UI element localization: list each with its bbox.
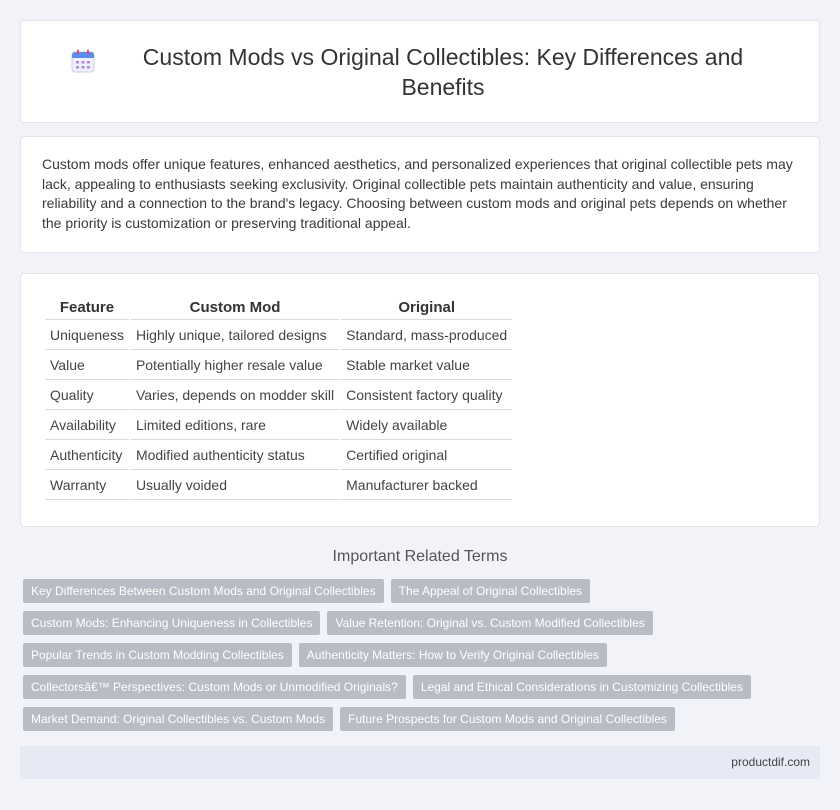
table-cell: Modified authenticity status: [131, 440, 339, 470]
page-title: Custom Mods vs Original Collectibles: Key Differences and Benefits: [142, 43, 744, 100]
footer-site-link[interactable]: productdif.com: [731, 755, 810, 769]
related-term-link[interactable]: Collectorsâ€™ Perspectives: Custom Mods or Unmodified Originals?: [23, 675, 406, 699]
related-term-link[interactable]: Authenticity Matters: How to Verify Original Collectibles: [299, 643, 607, 667]
table-cell: Widely available: [341, 410, 512, 440]
comparison-table: [43, 296, 514, 500]
table-row: [45, 470, 512, 500]
table-cell: Usually voided: [131, 470, 339, 500]
table-header-row: [45, 296, 512, 320]
table-cell: Certified original: [341, 440, 512, 470]
table-row: [45, 440, 512, 470]
table-cell: Quality: [45, 380, 129, 410]
related-term-link[interactable]: Legal and Ethical Considerations in Customizing Collectibles: [413, 675, 751, 699]
tag-row: [23, 611, 823, 635]
intro-text: Custom mods offer unique features, enhanced aesthetics, and personalized experiences that original collectible pets may lack, appealing to enthusiasts seeking exclusivity. Original collectible pets maintain authenticity and value, ensuring reliability and a connection to the brand's legacy. Choosing between custom mods and original pets depends on whether the priority is customization or preserving traditional appeal.: [42, 156, 793, 231]
tag-row: [23, 579, 823, 603]
related-term-link[interactable]: Value Retention: Original vs. Custom Modified Collectibles: [327, 611, 652, 635]
table-row: [45, 320, 512, 350]
calendar-icon: [70, 48, 96, 74]
table-cell: Manufacturer backed: [341, 470, 512, 500]
footer: [20, 746, 820, 779]
table-cell: Standard, mass-produced: [341, 320, 512, 350]
column-header-original: Original: [341, 296, 512, 320]
related-term-link[interactable]: Future Prospects for Custom Mods and Original Collectibles: [340, 707, 675, 731]
related-term-link[interactable]: The Appeal of Original Collectibles: [391, 579, 590, 603]
table-cell: Highly unique, tailored designs: [131, 320, 339, 350]
table-cell: Limited editions, rare: [131, 410, 339, 440]
table-cell: Availability: [45, 410, 129, 440]
table-cell: Potentially higher resale value: [131, 350, 339, 380]
table-cell: Value: [45, 350, 129, 380]
related-term-link[interactable]: Key Differences Between Custom Mods and Original Collectibles: [23, 579, 384, 603]
related-term-link[interactable]: Popular Trends in Custom Modding Collectibles: [23, 643, 292, 667]
table-row: [45, 410, 512, 440]
table-cell: Warranty: [45, 470, 129, 500]
table-cell: Stable market value: [341, 350, 512, 380]
related-terms-title: Important Related Terms: [332, 548, 508, 565]
column-header-feature: Feature: [45, 296, 129, 320]
table-cell: Varies, depends on modder skill: [131, 380, 339, 410]
related-term-link[interactable]: Market Demand: Original Collectibles vs. Custom Mods: [23, 707, 333, 731]
tag-row: [23, 707, 823, 731]
header-inner: [70, 42, 770, 102]
related-term-link[interactable]: Custom Mods: Enhancing Uniqueness in Collectibles: [23, 611, 320, 635]
column-header-custom-mod: Custom Mod: [131, 296, 339, 320]
table-row: [45, 350, 512, 380]
intro-card: [20, 136, 820, 253]
header-card: [20, 20, 820, 123]
table-cell: Consistent factory quality: [341, 380, 512, 410]
table-row: [45, 380, 512, 410]
tag-row: [23, 675, 823, 699]
tag-row: [23, 643, 823, 667]
comparison-table-card: [20, 273, 820, 527]
table-cell: Uniqueness: [45, 320, 129, 350]
table-cell: Authenticity: [45, 440, 129, 470]
related-terms-tags: [23, 579, 823, 739]
